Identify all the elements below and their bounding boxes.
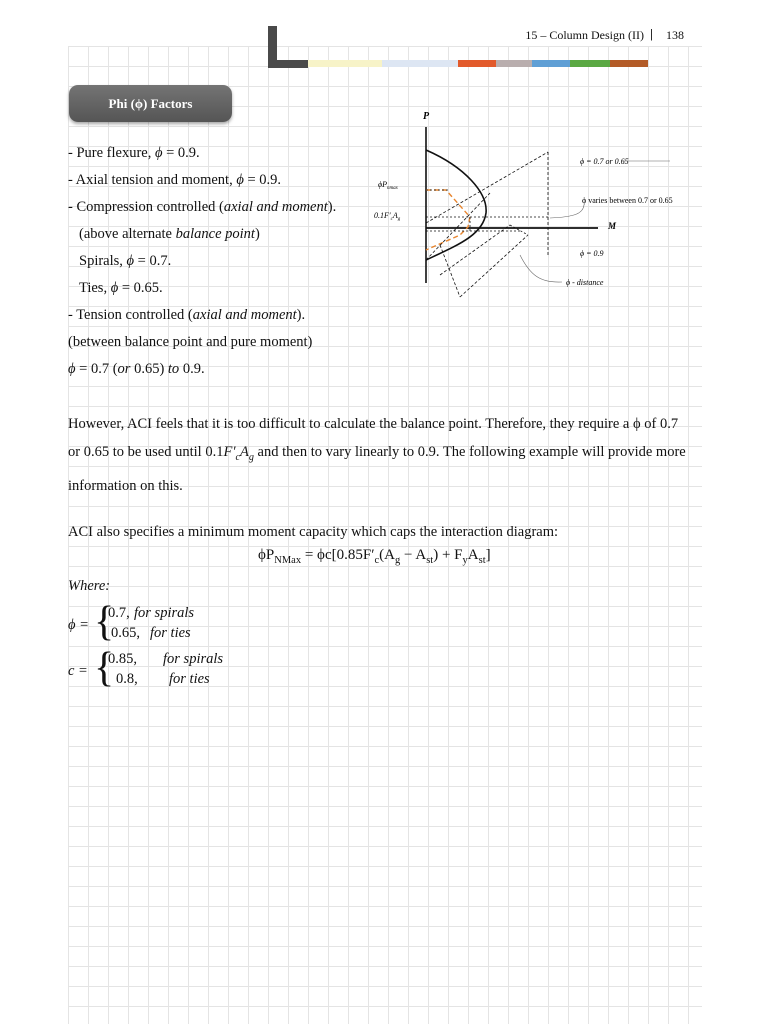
- formula-sub: st: [478, 555, 486, 566]
- where-label: Where:: [68, 578, 111, 594]
- phi-factor-list: [68, 141, 368, 384]
- formula-part: = ϕc[0.85F′: [301, 547, 375, 563]
- list-item: - Tension controlled (axial and moment).: [68, 307, 306, 323]
- strain-diagonal-3: [460, 235, 528, 297]
- p-axis-label: P: [423, 111, 430, 122]
- callout-leader-distance: [520, 255, 562, 282]
- callout-phi-distance: ϕ - distance: [566, 278, 604, 287]
- list-item: (above alternate balance point): [79, 226, 260, 242]
- callout-leader-varies: [550, 205, 584, 218]
- distance-tick: [510, 225, 528, 235]
- math-sub: g: [248, 451, 254, 463]
- color-swatch: [308, 60, 382, 67]
- cases-condition: for ties: [169, 671, 210, 687]
- list-item: Ties, ϕ = 0.65.: [79, 280, 163, 296]
- cases-value: 0.85,: [108, 651, 137, 667]
- formula-part: − A: [400, 547, 427, 563]
- header-separator: |: [650, 26, 653, 41]
- formula-sub: g: [394, 555, 401, 566]
- cases-lhs: ϕ =: [68, 617, 89, 633]
- page-margin-right: [702, 0, 768, 1024]
- color-swatch: [532, 60, 570, 67]
- callout-phi-upper: ϕ = 0.7 or 0.65: [580, 157, 629, 166]
- formula-sub: c: [374, 555, 380, 566]
- cases-value: 0.7,: [108, 605, 130, 621]
- math-sub: c: [235, 451, 240, 463]
- phi-pmax-label: $\phi P_{nmax}$: [378, 180, 398, 191]
- running-header: [450, 26, 684, 46]
- color-swatch: [382, 60, 458, 67]
- cases-lhs: c =: [68, 663, 88, 679]
- page-margin-left: [0, 0, 68, 1024]
- color-swatch: [570, 60, 610, 67]
- color-swatch: [496, 60, 532, 67]
- formula-part: ) + F: [433, 547, 463, 563]
- callout-phi-tension: ϕ = 0.9: [580, 249, 604, 258]
- balance-point-paragraph: [68, 410, 692, 500]
- formula-part: ϕP: [258, 547, 275, 563]
- paragraph-text: However, ACI feels that it is too difficult to calculate the balance point. Therefore, they require a ϕ of 0.7 or 0.65 to be used until 0.1: [68, 416, 679, 460]
- section-title: Phi (ϕ) Factors: [108, 96, 193, 111]
- math-ag: A: [240, 444, 249, 460]
- header-corner-mark-foot: [268, 60, 308, 68]
- cases-brace: {: [94, 599, 115, 645]
- callout-phi-varies: ϕ varies between 0.7 or 0.65: [582, 196, 673, 205]
- color-swatch: [458, 60, 496, 67]
- formula-part: (A: [379, 547, 395, 563]
- header-color-bar: [308, 60, 648, 67]
- list-item: - Axial tension and moment, ϕ = 0.9.: [68, 172, 282, 188]
- list-item: ϕ = 0.7 (or 0.65) to 0.9.: [68, 361, 205, 377]
- cases-condition: for ties: [150, 625, 191, 641]
- color-swatch: [610, 60, 648, 67]
- list-item: (between balance point and pure moment): [68, 334, 313, 350]
- list-item: - Compression controlled (axial and moment).: [68, 199, 337, 215]
- formula-part: A: [467, 547, 479, 563]
- minimum-moment-paragraph: ACI also specifies a minimum moment capacity which caps the interaction diagram:: [68, 524, 559, 540]
- cases-brace: {: [94, 645, 115, 691]
- upper-strain-line: [426, 152, 548, 223]
- paragraph-text: and then to vary linearly to 0.9. The following example will provide more information on this.: [68, 444, 686, 494]
- formula-sub: NMax: [274, 555, 302, 566]
- tenth-fc-ag-label: $0.1F'_cA_g$: [374, 211, 401, 222]
- chapter-title: 15 – Column Design (II): [525, 28, 644, 42]
- formula-part: ]: [485, 547, 491, 563]
- section-title-badge: [69, 85, 232, 122]
- page-number: 138: [666, 28, 684, 42]
- formula-sub: y: [462, 555, 468, 566]
- cases-value: 0.8,: [116, 671, 138, 687]
- list-item: - Pure flexure, ϕ = 0.9.: [68, 145, 200, 161]
- interaction-diagram: [370, 105, 700, 305]
- cases-condition: for spirals: [134, 605, 195, 621]
- cases-value: 0.65,: [111, 625, 140, 641]
- cases-condition: for spirals: [163, 651, 224, 667]
- formula-sub: st: [426, 555, 434, 566]
- list-item: Spirals, ϕ = 0.7.: [79, 253, 172, 269]
- math-fc: F′: [223, 444, 236, 460]
- nominal-interaction-curve: [426, 150, 486, 260]
- max-axial-capacity-formula: [258, 547, 491, 566]
- m-axis-label: M: [608, 221, 617, 231]
